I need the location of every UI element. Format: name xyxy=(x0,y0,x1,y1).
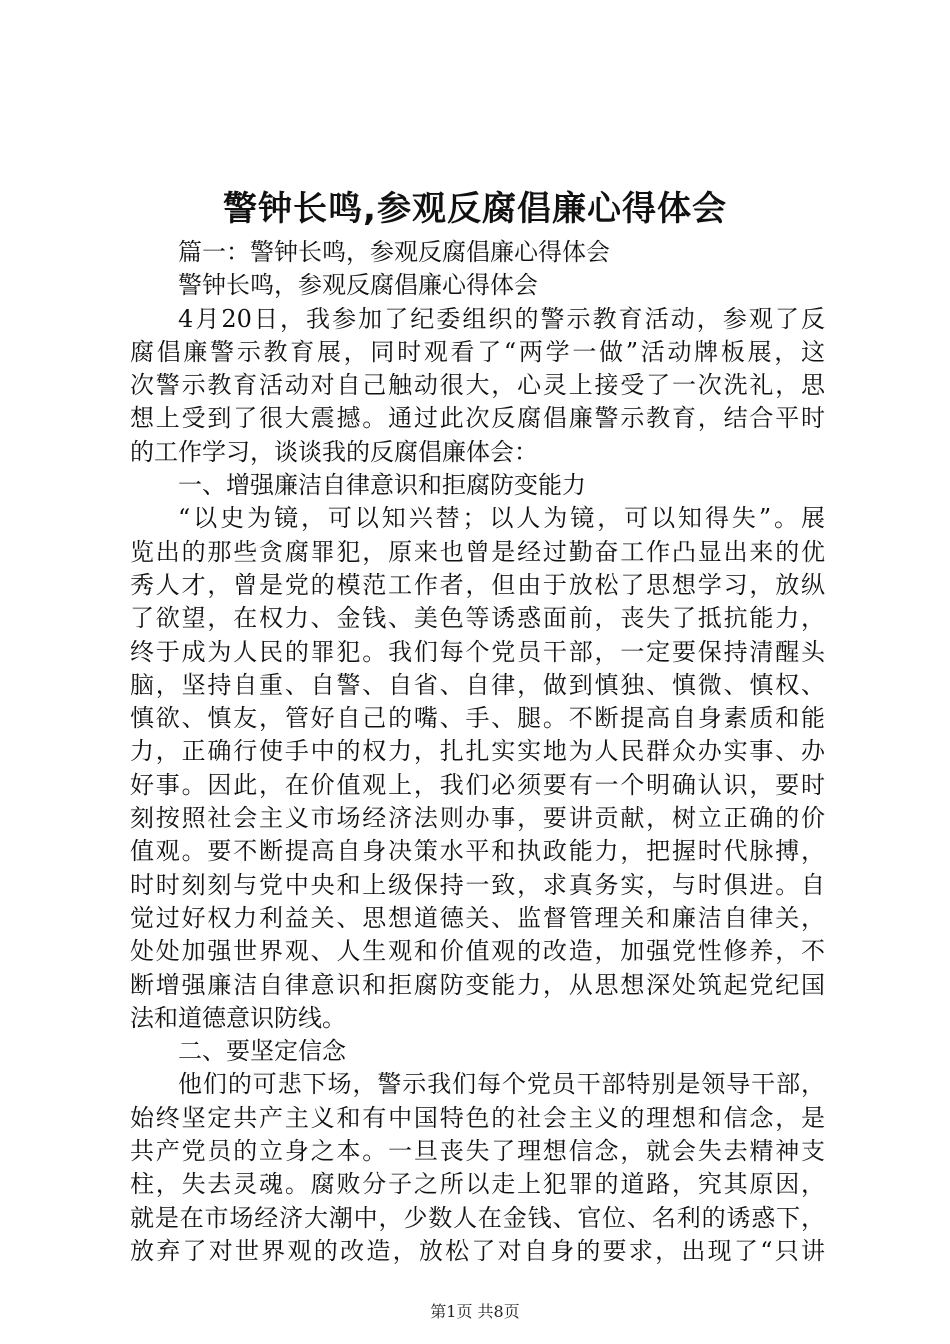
text-line: 他们的可悲下场，警示我们每个党员干部特别是领导干部， xyxy=(178,1070,825,1099)
text-line: 时时刻刻与党中央和上级保持一致，求真务实，与时俱进。自 xyxy=(130,870,825,899)
text-line: 处处加强世界观、人生观和价值观的改造，加强党性修养，不 xyxy=(130,937,825,966)
text-line: 览出的那些贪腐罪犯，原来也曾是经过勤奋工作凸显出来的优 xyxy=(130,537,825,566)
text-line: 次警示教育活动对自己触动很大，心灵上接受了一次洗礼，思 xyxy=(130,371,825,400)
text-line: 4月20日，我参加了纪委组织的警示教育活动，参观了反 xyxy=(178,304,825,333)
text-line: 柱，失去灵魂。腐败分子之所以走上犯罪的道路，究其原因， xyxy=(130,1170,825,1199)
text-line: 秀人才，曾是党的模范工作者，但由于放松了思想学习，放纵 xyxy=(130,570,825,599)
text-line: 断增强廉洁自律意识和拒腐防变能力，从思想深处筑起党纪国 xyxy=(130,970,825,999)
section-heading-2: 二、要坚定信念 xyxy=(178,1037,346,1066)
text-line: 腐倡廉警示教育展，同时观看了“两学一做”活动牌板展，这 xyxy=(130,337,825,366)
text-line: 慎欲、慎友，管好自己的嘴、手、腿。不断提高自身素质和能 xyxy=(130,704,825,733)
page-number-footer: 第1页 共8页 xyxy=(430,1302,520,1321)
text-line: 想上受到了很大震撼。通过此次反腐倡廉警示教育，结合平时 xyxy=(130,404,825,433)
text-line: 就是在市场经济大潮中，少数人在金钱、官位、名利的诱惑下， xyxy=(130,1203,825,1232)
text-line: 始终坚定共产主义和有中国特色的社会主义的理想和信念，是 xyxy=(130,1103,825,1132)
text-line: 好事。因此，在价值观上，我们必须要有一个明确认识，要时 xyxy=(130,770,825,799)
text-line: 法和道德意识防线。 xyxy=(130,1003,346,1032)
document-title: 警钟长鸣,参观反腐倡廉心得体会 xyxy=(223,189,727,229)
text-line: 终于成为人民的罪犯。我们每个党员干部，一定要保持清醒头 xyxy=(130,637,825,666)
text-line: 觉过好权力利益关、思想道德关、监督管理关和廉洁自律关， xyxy=(130,903,825,932)
text-line: 脑，坚持自重、自警、自省、自律，做到慎独、慎微、慎权、 xyxy=(130,670,825,699)
text-line: 刻按照社会主义市场经济法则办事，要讲贡献，树立正确的价 xyxy=(130,804,825,833)
text-line: 放弃了对世界观的改造，放松了对自身的要求，出现了“只讲 xyxy=(130,1236,825,1265)
text-line: 的工作学习，谈谈我的反腐倡廉体会： xyxy=(130,437,538,466)
section-heading-1: 一、增强廉洁自律意识和拒腐防变能力 xyxy=(178,471,586,500)
text-line: 力，正确行使手中的权力，扎扎实实地为人民群众办实事、办 xyxy=(130,737,825,766)
text-line: 共产党员的立身之本。一旦丧失了理想信念，就会失去精神支 xyxy=(130,1137,825,1166)
text-line-subtitle: 篇一：警钟长鸣，参观反腐倡廉心得体会 xyxy=(178,238,610,266)
text-line: 值观。要不断提高自身决策水平和执政能力，把握时代脉搏， xyxy=(130,837,825,866)
text-line: “以史为镜，可以知兴替；以人为镜，可以知得失”。展 xyxy=(178,504,825,533)
document-body xyxy=(130,236,825,1268)
text-line: 了欲望，在权力、金钱、美色等诱惑面前，丧失了抵抗能力， xyxy=(130,604,825,633)
text-line-heading: 警钟长鸣，参观反腐倡廉心得体会 xyxy=(178,271,538,300)
